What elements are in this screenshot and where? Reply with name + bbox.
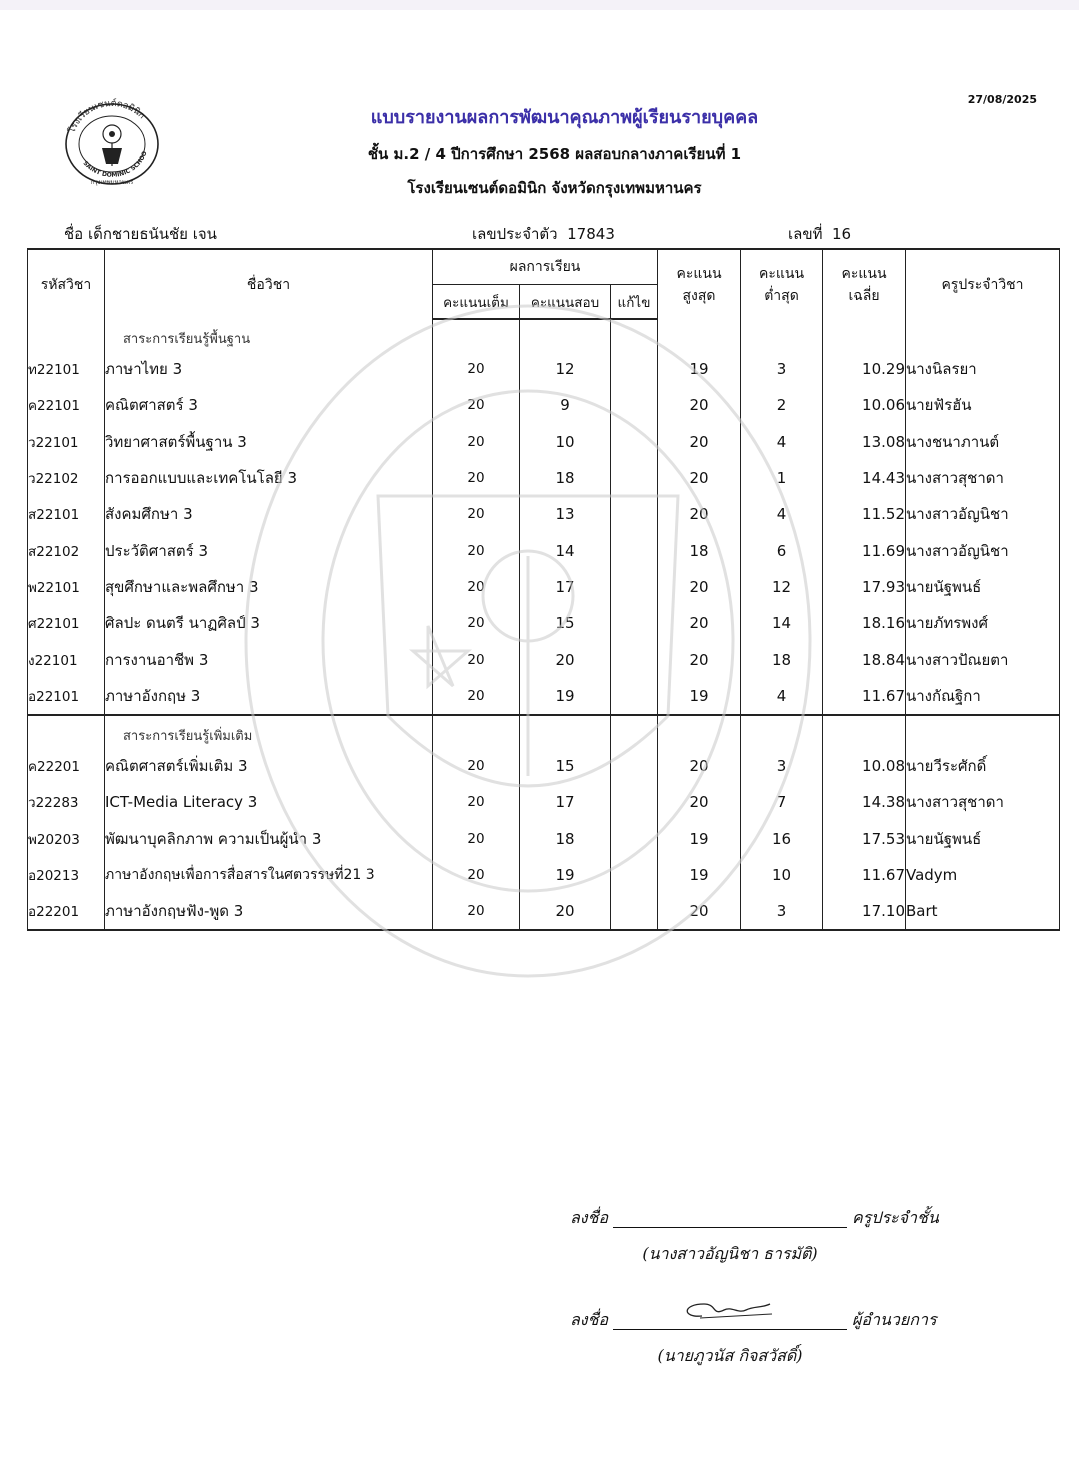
header-results: ผลการเรียน <box>433 249 658 285</box>
logo-english-text: SAINT DOMINIC SCHOO <box>81 150 149 179</box>
table-row: ว22102 การออกแบบและเทคโนโลยี 3 20 18 20 1 14.43 นางสาวสุชาดา <box>28 460 1060 496</box>
director-name: (นายภูวนัส กิจสวัสดิ์) <box>657 1346 803 1365</box>
director-role: ผู้อำนวยการ <box>852 1310 937 1329</box>
student-no: 16 <box>832 225 852 243</box>
header-subject: ชื่อวิชา <box>105 249 433 319</box>
header-code: รหัสวิชา <box>28 249 105 319</box>
student-name: เด็กชายธนันชัย เจน <box>87 225 217 243</box>
logo-bottom-text: กรุงเทพมหานคร <box>90 179 134 186</box>
table-row: พ20203 พัฒนาบุคลิกภาพ ความเป็นผู้นำ 3 20 18 19 16 17.53 นายนัฐพนธ์ <box>28 821 1060 857</box>
top-bar <box>0 0 1079 10</box>
table-row: อ22101 ภาษาอังกฤษ 3 20 19 19 4 11.67 นางกัณฐิกา <box>28 678 1060 715</box>
report-title: แบบรายงานผลการพัฒนาคุณภาพผู้เรียนรายบุคคล <box>370 107 759 128</box>
group-label: สาระการเรียนรู้เพิ่มเติม <box>105 715 433 748</box>
student-id-label: เลขประจำตัว <box>472 225 558 243</box>
student-name-label: ชื่อ <box>64 225 84 243</box>
table-row: ศ22101 ศิลปะ ดนตรี นาฏศิลป์ 3 20 15 20 14 18.16 นายภัทรพงศ์ <box>28 605 1060 641</box>
table-row: ค22101 คณิตศาสตร์ 3 20 9 20 2 10.06 นายฟัรฮัน <box>28 387 1060 423</box>
teacher-name: (นางสาวอัญนิชา ธารมัติ) <box>642 1244 818 1263</box>
table-row: ส22101 สังคมศึกษา 3 20 13 20 4 11.52 นางสาวอัญนิชา <box>28 496 1060 532</box>
header-score: คะแนนสอบ <box>520 285 611 320</box>
logo-top-text: โรงเรียนเซนต์ดอมินิก <box>67 98 147 135</box>
table-row: ส22102 ประวัติศาสตร์ 3 20 14 18 6 11.69 นางสาวอัญนิชา <box>28 532 1060 568</box>
header-max: คะแนน สูงสุด <box>658 249 741 319</box>
grades-table <box>27 248 1060 931</box>
header-fix: แก้ไข <box>611 285 658 320</box>
table-row: ง22101 การงานอาชีพ 3 20 20 20 18 18.84 นางสาวปัณยตา <box>28 641 1060 677</box>
student-id-field <box>472 222 615 246</box>
group-additional <box>28 715 1060 930</box>
report-class-line: ชั้น ม.2 / 4 ปีการศึกษา 2568 ผลสอบกลางภาคเรียนที่ 1 <box>367 145 742 163</box>
teacher-signature-line <box>613 1227 847 1228</box>
table-row: ค22201 คณิตศาสตร์เพิ่มเติม 3 20 15 20 3 10.08 นายวีระศักดิ์ <box>28 748 1060 784</box>
student-no-label: เลขที่ <box>788 225 823 243</box>
table-row: ท22101 ภาษาไทย 3 20 12 19 3 10.29 นางนิลรยา <box>28 351 1060 387</box>
table-row: ว22101 วิทยาศาสตร์พื้นฐาน 3 20 10 20 4 13.08 นางชนาภานต์ <box>28 424 1060 460</box>
student-id: 17843 <box>567 225 615 243</box>
student-name-field <box>64 222 217 246</box>
table-row: อ22201 ภาษาอังกฤษฟัง-พูด 3 20 20 20 3 17.10 Bart <box>28 893 1060 930</box>
director-signature-line <box>613 1329 847 1330</box>
header-teacher: ครูประจำวิชา <box>906 249 1060 319</box>
report-school-line: โรงเรียนเซนต์ดอมินิก จังหวัดกรุงเทพมหานคร <box>407 179 702 197</box>
table-row: พ22101 สุขศึกษาและพลศึกษา 3 20 17 20 12 17.93 นายนัฐพนธ์ <box>28 569 1060 605</box>
student-no-field <box>788 222 851 246</box>
director-signature-icon <box>672 1296 792 1326</box>
group-label: สาระการเรียนรู้พื้นฐาน <box>105 319 433 351</box>
table-row: อ20213 ภาษาอังกฤษเพื่อการสื่อสารในศตวรรษที่21 3 20 19 19 10 11.67 Vadym <box>28 857 1060 893</box>
table-row: ว22283 ICT-Media Literacy 3 20 17 20 7 14.38 นางสาวสุชาดา <box>28 784 1060 820</box>
teacher-role: ครูประจำชั้น <box>852 1208 939 1227</box>
group-basic <box>28 319 1060 715</box>
report-date: 27/08/2025 <box>967 93 1037 106</box>
sign-label-director: ลงชื่อ <box>570 1310 609 1329</box>
sign-label-teacher: ลงชื่อ <box>570 1208 609 1227</box>
header-avg: คะแนน เฉลี่ย <box>823 249 906 319</box>
header-min: คะแนน ต่ำสุด <box>741 249 823 319</box>
header-full: คะแนนเต็ม <box>433 285 520 320</box>
